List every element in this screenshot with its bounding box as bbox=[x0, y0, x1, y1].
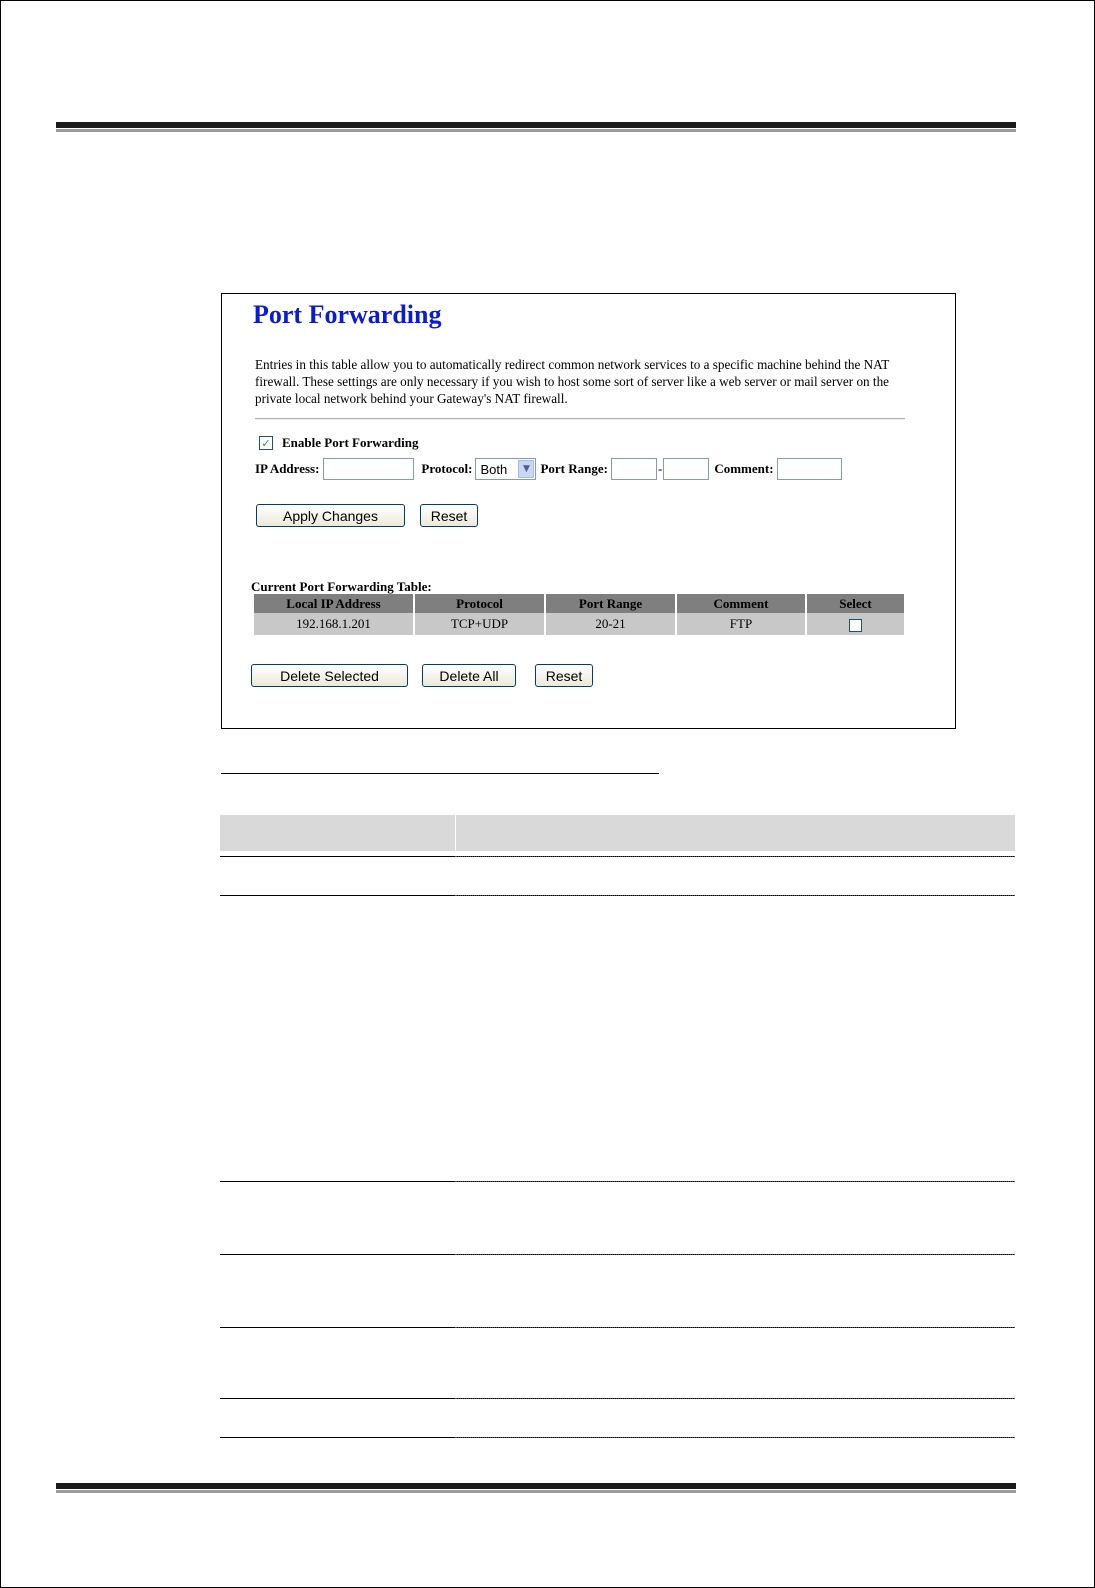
row-divider bbox=[220, 1181, 1015, 1182]
port-forwarding-table bbox=[252, 594, 906, 635]
entry-fields-row bbox=[255, 458, 842, 480]
enable-port-forwarding-label: Enable Port Forwarding bbox=[282, 435, 419, 450]
port-forwarding-screenshot bbox=[221, 293, 956, 729]
comment-input[interactable] bbox=[777, 458, 842, 480]
row-divider bbox=[220, 856, 1015, 857]
parameter-column-header bbox=[220, 815, 455, 851]
col-header-comment: Comment bbox=[677, 594, 805, 613]
row-select-checkbox[interactable] bbox=[849, 619, 862, 632]
port-range-from-input[interactable] bbox=[611, 458, 657, 480]
parameter-table-header bbox=[220, 815, 1015, 851]
apply-changes-button[interactable]: Apply Changes bbox=[256, 504, 405, 527]
port-range-to-input[interactable] bbox=[663, 458, 709, 480]
enable-row bbox=[259, 435, 419, 451]
table-row bbox=[254, 613, 904, 635]
comment-label: Comment: bbox=[714, 461, 774, 476]
col-header-select: Select bbox=[807, 594, 904, 613]
table-caption: Current Port Forwarding Table: bbox=[251, 579, 432, 594]
port-range-label: Port Range: bbox=[540, 461, 608, 476]
table-header-row bbox=[254, 594, 904, 613]
page-title: Port Forwarding bbox=[253, 300, 442, 329]
header-rule bbox=[56, 122, 1016, 132]
cell-protocol: TCP+UDP bbox=[415, 613, 544, 635]
port-range-separator: - bbox=[657, 461, 663, 476]
ip-address-label: IP Address: bbox=[255, 461, 320, 476]
reset-button[interactable]: Reset bbox=[420, 504, 478, 527]
cell-select bbox=[807, 613, 904, 635]
cell-local-ip: 192.168.1.201 bbox=[254, 613, 413, 635]
col-header-protocol: Protocol bbox=[415, 594, 544, 613]
row-divider bbox=[220, 1437, 1015, 1438]
row-divider bbox=[220, 1254, 1015, 1255]
protocol-select-value: Both bbox=[480, 461, 508, 477]
protocol-select[interactable] bbox=[475, 458, 536, 480]
cell-port-range: 20-21 bbox=[546, 613, 675, 635]
protocol-label: Protocol: bbox=[421, 461, 473, 476]
cell-comment: FTP bbox=[677, 613, 805, 635]
row-divider bbox=[220, 1327, 1015, 1328]
divider bbox=[255, 418, 905, 420]
row-divider bbox=[220, 1398, 1015, 1399]
checkmark-icon: ✓ bbox=[261, 436, 271, 450]
footer-rule bbox=[56, 1483, 1016, 1493]
description-column-header bbox=[456, 815, 1015, 851]
col-header-port-range: Port Range bbox=[546, 594, 675, 613]
enable-port-forwarding-checkbox[interactable] bbox=[259, 436, 273, 450]
delete-all-button[interactable]: Delete All bbox=[422, 664, 516, 687]
delete-selected-button[interactable]: Delete Selected bbox=[251, 664, 408, 687]
col-header-local-ip: Local IP Address bbox=[254, 594, 413, 613]
chevron-down-icon: ▼ bbox=[518, 460, 534, 478]
figure-caption-underline bbox=[221, 773, 659, 774]
description-text: Entries in this table allow you to automatically redirect common network services to a specific machine behind the NAT firewall. These settings are only necessary if you wish to host some sort of server like a web server or mail server on the private local network behind your Gateway's NAT firewall. bbox=[255, 357, 890, 406]
row-divider bbox=[220, 895, 1015, 896]
ip-address-input[interactable] bbox=[323, 458, 414, 480]
reset-table-button[interactable]: Reset bbox=[535, 664, 593, 687]
